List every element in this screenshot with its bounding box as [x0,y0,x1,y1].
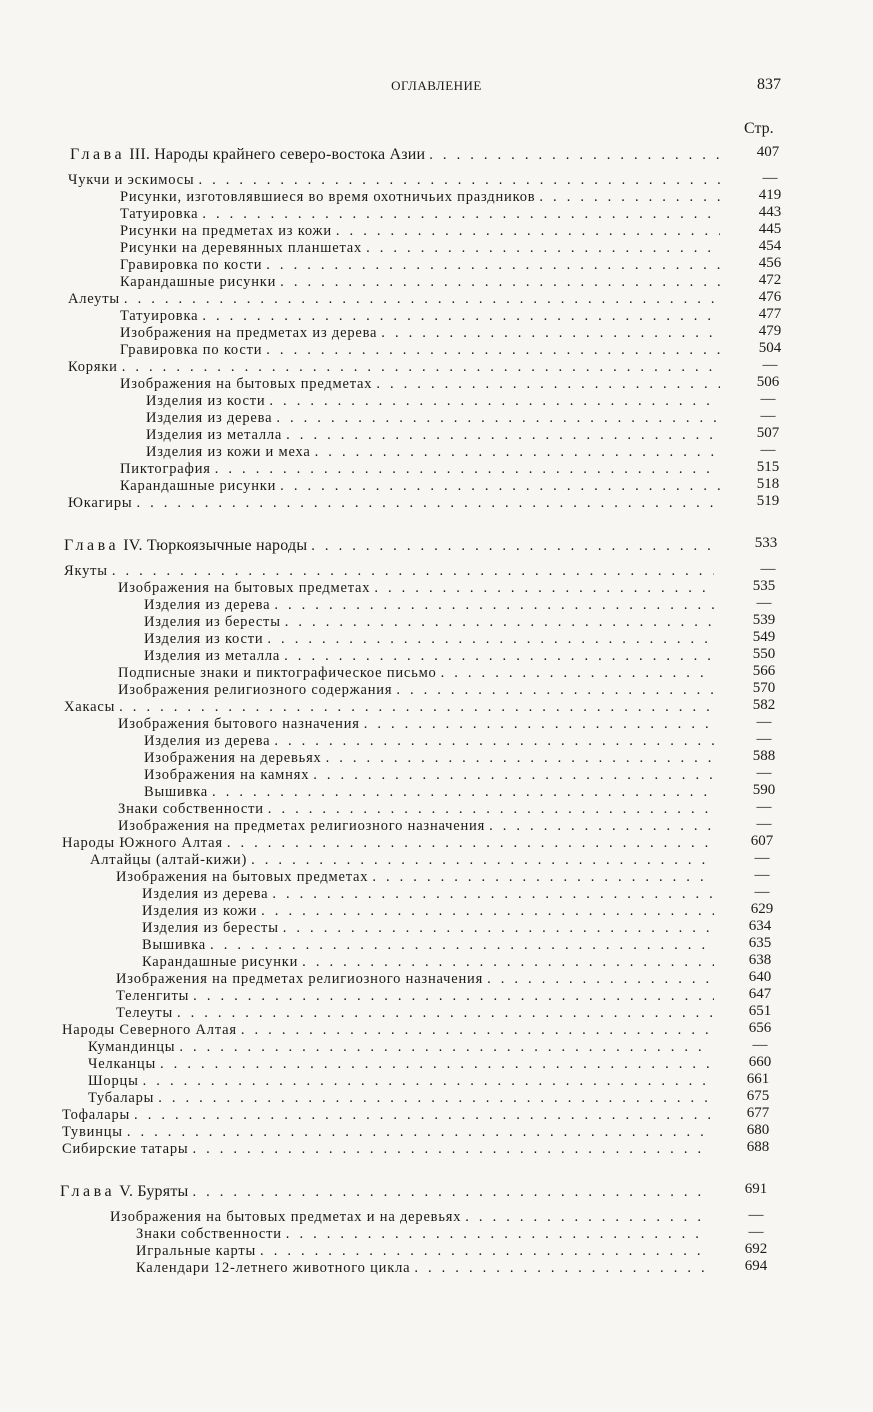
dot-leader [266,257,720,274]
toc-entry [68,172,728,190]
toc-entry [62,1022,720,1040]
toc-entry-title: Рисунки на предметах из кожи [120,223,332,239]
toc-entry-title: Челканцы [88,1056,157,1072]
toc-entry-title: Изделия из металла [144,648,281,664]
dot-leader [215,461,720,478]
toc-entry-page: — [754,867,770,883]
dot-leader [465,1209,710,1226]
dot-leader [274,733,714,750]
dot-leader [336,223,720,240]
toc-entry [120,325,728,343]
dot-leader [284,648,714,665]
toc-entry [146,410,728,428]
toc-entry-title: Изделия из кости [146,393,266,409]
toc-entry [118,665,722,683]
dot-leader [266,342,720,359]
toc-entry [144,614,722,632]
dot-leader [313,767,714,784]
dot-leader [326,750,714,767]
toc-entry-title: Пиктография [120,461,211,477]
toc-entry-page: 504 [758,340,782,356]
toc-entry-page: — [762,357,778,373]
toc-entry-title: Кумандинцы [88,1039,176,1055]
toc-entry-page: 691 [744,1181,768,1197]
toc-entry-page: — [754,884,770,900]
toc-entry-title: Алеуты [68,291,120,307]
toc-entry-title: Знаки собственности [118,801,264,817]
toc-entry [118,716,722,734]
toc-entry-page: 660 [748,1054,772,1070]
toc-entry-page: 694 [744,1258,768,1274]
toc-entry-page: 651 [748,1003,772,1019]
toc-entry-title: Знаки собственности [136,1226,282,1242]
dot-leader [280,478,720,495]
toc-entry [144,597,722,615]
toc-entry-title: Изображения бытового назначения [118,716,360,732]
dot-leader [227,835,714,852]
toc-entry-title: Изображения религиозного содержания [118,682,393,698]
toc-entry-page: 582 [752,697,776,713]
toc-entry [120,478,728,496]
dot-leader [283,920,714,937]
toc-entry-title: Вышивка [142,937,207,953]
dot-leader [286,427,720,444]
toc-entry-title: Карандашные рисунки [120,274,277,290]
page-column-label: Стр. [744,120,774,137]
dot-leader [122,359,720,376]
toc-entry-title: Глава IV. Тюркоязычные народы [64,537,308,554]
toc-entry [142,920,722,938]
toc-entry [68,495,728,513]
toc-entry-page: 472 [758,272,782,288]
toc-entry-page: 515 [756,459,780,475]
dot-leader [269,393,720,410]
toc-entry-page: — [754,850,770,866]
dot-leader [177,1005,714,1022]
toc-entry-title: Татуировка [120,206,199,222]
toc-entry [118,682,722,700]
toc-entry [116,971,722,989]
toc-entry [62,1107,720,1125]
toc-entry-page: 635 [748,935,772,951]
toc-entry-page: — [756,714,772,730]
toc-entry-title: Изображения на бытовых предметах [120,376,373,392]
toc-entry [144,733,722,751]
dot-leader [276,410,720,427]
toc-entry-title: Изделия из дерева [146,410,273,426]
toc-entry-title: Вышивка [144,784,209,800]
toc-entry-page: 518 [756,476,780,492]
toc-entry [88,1090,720,1108]
toc-entry-title: Игральные карты [136,1243,257,1259]
toc-entry-title: Тувинцы [62,1124,123,1140]
toc-entry [120,240,728,258]
dot-leader [374,580,714,597]
toc-entry-title: Изображения на бытовых предметах [116,869,369,885]
toc-entry-title: Тубалары [88,1090,155,1106]
toc-entry [118,818,722,836]
toc-entry [120,342,728,360]
dot-leader [202,308,720,325]
dot-leader [119,699,714,716]
toc-entry-title: Изображения на камнях [144,767,310,783]
dot-leader [193,988,714,1005]
toc-entry [146,444,728,462]
dot-leader [376,376,720,393]
toc-entry [142,954,722,972]
toc-entry [120,223,728,241]
toc-entry-title: Изделия из кости [144,631,264,647]
toc-entry-title: Гравировка по кости [120,257,263,273]
toc-entry-title: Изображения на бытовых предметах [118,580,371,596]
toc-entry [144,631,722,649]
dot-leader [210,937,714,954]
toc-entry-page: 677 [746,1105,770,1121]
dot-leader [364,716,714,733]
toc-entry-page: 661 [746,1071,770,1087]
toc-entry-page: 445 [758,221,782,237]
toc-entry [62,835,722,853]
toc-entry-page: — [748,1207,764,1223]
toc-entry-page: — [756,799,772,815]
dot-leader [212,784,714,801]
toc-entry-page: 629 [750,901,774,917]
toc-entry [88,1039,720,1057]
dot-leader [124,291,720,308]
toc-entry-page: — [760,442,776,458]
toc-entry-page: 607 [750,833,774,849]
dot-leader [489,818,714,835]
toc-entry-title: Изделия из бересты [142,920,279,936]
dot-leader [366,240,720,257]
running-header-title: ОГЛАВЛЕНИЕ [391,78,482,93]
toc-entry-page: — [760,391,776,407]
dot-leader [160,1056,712,1073]
toc-entry-title: Карандашные рисунки [142,954,299,970]
toc-entry-page: 680 [746,1122,770,1138]
toc-entry-page: — [762,170,778,186]
toc-entry-page: 634 [748,918,772,934]
dot-leader [143,1073,712,1090]
toc-entry-page: — [756,731,772,747]
toc-entry [144,648,722,666]
dot-leader [311,538,720,555]
toc-entry [62,1124,720,1142]
dot-leader [192,1141,712,1158]
toc-entry [144,784,722,802]
toc-entry [90,852,722,870]
toc-entry-page: 570 [752,680,776,696]
toc-entry-title: Коряки [68,359,118,375]
toc-entry-page: 419 [758,187,782,203]
toc-entry [70,146,728,164]
dot-leader [372,869,714,886]
dot-leader [272,886,714,903]
toc-entry-title: Изделия из дерева [144,597,271,613]
dot-leader [179,1039,712,1056]
toc-entry-title: Татуировка [120,308,199,324]
toc-entry-page: — [752,1037,768,1053]
toc-entry-page: 590 [752,782,776,798]
dot-leader [158,1090,712,1107]
toc-entry [142,903,722,921]
toc-entry-page: — [756,765,772,781]
toc-entry-title: Чукчи и эскимосы [68,172,195,188]
toc-entry [142,937,722,955]
toc-entry-title: Рисунки, изготовлявшиеся во время охотничьих праздников [120,189,536,205]
toc-entry-title: Теленгиты [116,988,190,1004]
toc-entry-title: Изображения на бытовых предметах и на деревьях [110,1209,462,1225]
toc-entry-page: 443 [758,204,782,220]
toc-entry [62,1141,720,1159]
toc-entry-title: Тофалары [62,1107,131,1123]
dot-leader [274,597,714,614]
toc-entry-title: Изображения на предметах религиозного назначения [116,971,484,987]
toc-entry-title: Сибирские татары [62,1141,189,1157]
toc-entry-page: 507 [756,425,780,441]
toc-entry-title: Изделия из дерева [144,733,271,749]
toc-entry-page: 476 [758,289,782,305]
toc-entry-page: 656 [748,1020,772,1036]
toc-entry [120,206,728,224]
dot-leader [241,1022,712,1039]
toc-entry-title: Изделия из кожи [142,903,258,919]
toc-entry [64,699,722,717]
dot-leader [280,274,720,291]
dot-leader [487,971,714,988]
toc-entry [116,869,722,887]
toc-entry-page: 407 [756,144,780,160]
toc-entry-title: Алтайцы (алтай-кижи) [90,852,248,868]
toc-entry [144,750,722,768]
toc-entry-title: Изображения на деревьях [144,750,322,766]
dot-leader [260,1243,710,1260]
toc-entry-title: Изделия из дерева [142,886,269,902]
toc-entry-page: 506 [756,374,780,390]
toc-entry-title: Гравировка по кости [120,342,263,358]
toc-entry-title: Карандашные рисунки [120,478,277,494]
dot-leader [429,147,720,164]
toc-entry-title: Изделия из бересты [144,614,281,630]
dot-leader [136,495,720,512]
toc-entry [118,801,722,819]
toc-entry-page: 479 [758,323,782,339]
toc-entry [64,563,722,581]
dot-leader [268,801,714,818]
dot-leader [285,614,714,631]
toc-entry-title: Народы Северного Алтая [62,1022,237,1038]
toc-entry-title: Глава V. Буряты [60,1183,189,1200]
toc-entry [146,427,728,445]
dot-leader [302,954,714,971]
dot-leader [414,1260,710,1277]
toc-entry-title: Юкагиры [68,495,133,511]
dot-leader [441,665,714,682]
toc-entry [88,1056,720,1074]
page-number: 837 [757,76,781,93]
toc-entry-page: 454 [758,238,782,254]
toc-entry [142,886,722,904]
toc-entry-page: 533 [754,535,778,551]
toc-entry [88,1073,720,1091]
dot-leader [198,172,720,189]
toc-entry-title: Шорцы [88,1073,139,1089]
toc-entry-page: 477 [758,306,782,322]
toc-entry-page: 566 [752,663,776,679]
toc-entry-page: 638 [748,952,772,968]
dot-leader [539,189,720,206]
toc-entry-page: — [760,408,776,424]
toc-entry-title: Подписные знаки и пиктографическое письмо [118,665,437,681]
toc-entry [136,1226,718,1244]
toc-entry [60,1183,718,1201]
toc-entry-title: Календари 12-летнего животного цикла [136,1260,411,1276]
toc-entry-title: Изделия из металла [146,427,283,443]
toc-entry [146,393,728,411]
toc-entry-page: 550 [752,646,776,662]
toc-entry-page: 539 [752,612,776,628]
toc-entry-title: Изображения на предметах религиозного назначения [118,818,486,834]
toc-entry [120,376,728,394]
dot-leader [381,325,720,342]
toc-entry [110,1209,718,1227]
toc-entry-page: 688 [746,1139,770,1155]
toc-entry-title: Якуты [64,563,108,579]
toc-entry-title: Изображения на предметах из дерева [120,325,378,341]
toc-entry-page: 519 [756,493,780,509]
dot-leader [286,1226,710,1243]
toc-entry [64,537,728,555]
toc-entry [120,461,728,479]
toc-entry-title: Хакасы [64,699,116,715]
toc-entry [116,988,722,1006]
toc-entry [68,359,728,377]
toc-entry-page: 640 [748,969,772,985]
dot-leader [112,563,714,580]
dot-leader [192,1184,710,1201]
toc-entry-page: 675 [746,1088,770,1104]
toc-entry [136,1243,718,1261]
toc-entry [136,1260,718,1278]
toc-entry-page: 588 [752,748,776,764]
toc-entry-page: — [748,1224,764,1240]
toc-entry-title: Рисунки на деревянных планшетах [120,240,363,256]
toc-entry-page: 692 [744,1241,768,1257]
toc-entry [68,291,728,309]
toc-entry [120,189,728,207]
dot-leader [251,852,714,869]
toc-entry [118,580,722,598]
dot-leader [267,631,714,648]
toc-entry-page: 647 [748,986,772,1002]
toc-entry-title: Изделия из кожи и меха [146,444,311,460]
dot-leader [315,444,720,461]
dot-leader [127,1124,712,1141]
toc-entry [120,257,728,275]
toc-entry [120,308,728,326]
toc-entry-title: Телеуты [116,1005,173,1021]
toc-entry [116,1005,722,1023]
toc-entry-page: 535 [752,578,776,594]
dot-leader [261,903,714,920]
dot-leader [134,1107,712,1124]
toc-entry-page: 456 [758,255,782,271]
toc-entry-title: Глава III. Народы крайнего северо-востока Азии [70,146,426,163]
dot-leader [202,206,720,223]
toc-entry [144,767,722,785]
toc-entry-page: — [756,595,772,611]
dot-leader [396,682,714,699]
toc-entry [120,274,728,292]
toc-entry-title: Народы Южного Алтая [62,835,223,851]
toc-entry-page: — [756,816,772,832]
toc-entry-page: 549 [752,629,776,645]
toc-entry-page: — [760,561,776,577]
